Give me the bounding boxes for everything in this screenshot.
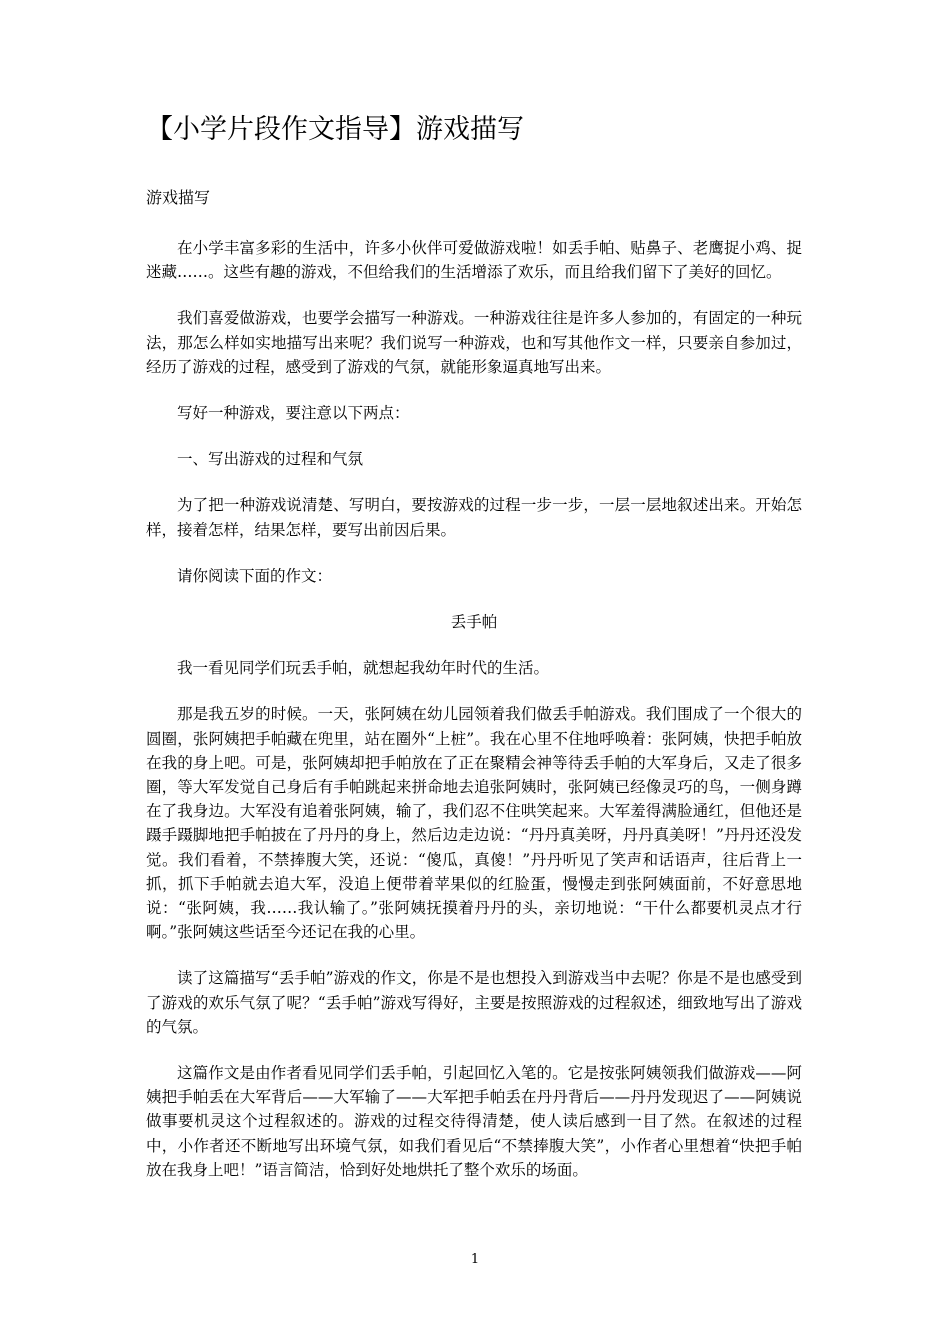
body-paragraph: 写好一种游戏，要注意以下两点： <box>177 404 410 423</box>
analysis-paragraph: 读了这篇描写“丢手帕”游戏的作文，你是不是也想投入到游戏当中去呢？你是不是也感受到了游戏的欢乐气氛了呢？“丢手帕”游戏写得好，主要是按照游戏的过程叙述，细致地写出了游戏的气氛。 <box>146 969 802 1036</box>
essay-paragraph: 那是我五岁的时候。一天，张阿姨在幼儿园领着我们做丢手帕游戏。我们围成了一个很大的圆圈，张阿姨把手帕藏在兜里，站在圈外“上桩”。我在心里不住地呼唤着：张阿姨，快把手帕放在我的身上吧。可是，张阿姨却把手帕放在了正在聚精会神等待丢手帕的大军身后，又走了很多圈，等大军发觉自己身后有手帕跳起来拼命地去追张阿姨时，张阿姨已经像灵巧的鸟，一侧身蹲在了我身边。大军没有追着张阿姨，输了，我们忍不住哄笑起来。大军羞得满脸通红，但他还是蹑手蹑脚地把手帕披在了丹丹的身上，然后边走边说：“丹丹真美呀，丹丹真美呀！”丹丹还没发觉。我们看着，不禁捧腹大笑，还说：“傻瓜，真傻！”丹丹听见了笑声和话语声，往后背上一抓，抓下手帕就去追大军，没追上便带着苹果似的红脸蛋，慢慢走到张阿姨面前，不好意思地说：“张阿姨，我……我认输了。”张阿姨抚摸着丹丹的头，亲切地说：“干什么都要机灵点才行啊。”张阿姨这些话至今还记在我的心里。 <box>146 705 802 942</box>
point-heading: 一、写出游戏的过程和气氛 <box>177 450 364 469</box>
essay-paragraph: 我一看见同学们玩丢手帕，就想起我幼年时代的生活。 <box>177 659 550 678</box>
body-paragraph: 请你阅读下面的作文： <box>177 566 333 585</box>
intro-paragraph: 在小学丰富多彩的生活中，许多小伙伴可爱做游戏啦！如丢手帕、贴鼻子、老鹰捉小鸡、捉迷藏……。这些有趣的游戏，不但给我们的生活增添了欢乐，而且给我们留下了美好的回忆。 <box>146 239 802 282</box>
document-title: 【小学片段作文指导】游戏描写 <box>146 114 524 145</box>
document-body <box>146 236 802 1204</box>
body-paragraph: 为了把一种游戏说清楚、写明白，要按游戏的过程一步一步，一层一层地叙述出来。开始怎样，接着怎样，结果怎样，要写出前因后果。 <box>146 496 802 539</box>
body-paragraph: 我们喜爱做游戏，也要学会描写一种游戏。一种游戏往往是许多人参加的，有固定的一种玩法，那怎么样如实地描写出来呢？我们说写一种游戏，也和写其他作文一样，只要亲自参加过，经历了游戏的过程，感受到了游戏的气氛，就能形象逼真地写出来。 <box>146 309 802 376</box>
page-number: 1 <box>470 1252 480 1267</box>
section-heading: 游戏描写 <box>146 188 211 207</box>
essay-title: 丢手帕 <box>450 613 498 632</box>
analysis-paragraph: 这篇作文是由作者看见同学们丢手帕，引起回忆入笔的。它是按张阿姨领我们做游戏——阿姨把手帕丢在大军背后——大军输了——大军把手帕丢在丹丹背后——丹丹发现迟了——阿姨说做事要机灵这个过程叙述的。游戏的过程交待得清楚，使人读后感到一目了然。在叙述的过程中，小作者还不断地写出环境气氛，如我们看见后“不禁捧腹大笑”，小作者心里想着“快把手帕放在我身上吧！”语言简洁，恰到好处地烘托了整个欢乐的场面。 <box>146 1064 802 1179</box>
